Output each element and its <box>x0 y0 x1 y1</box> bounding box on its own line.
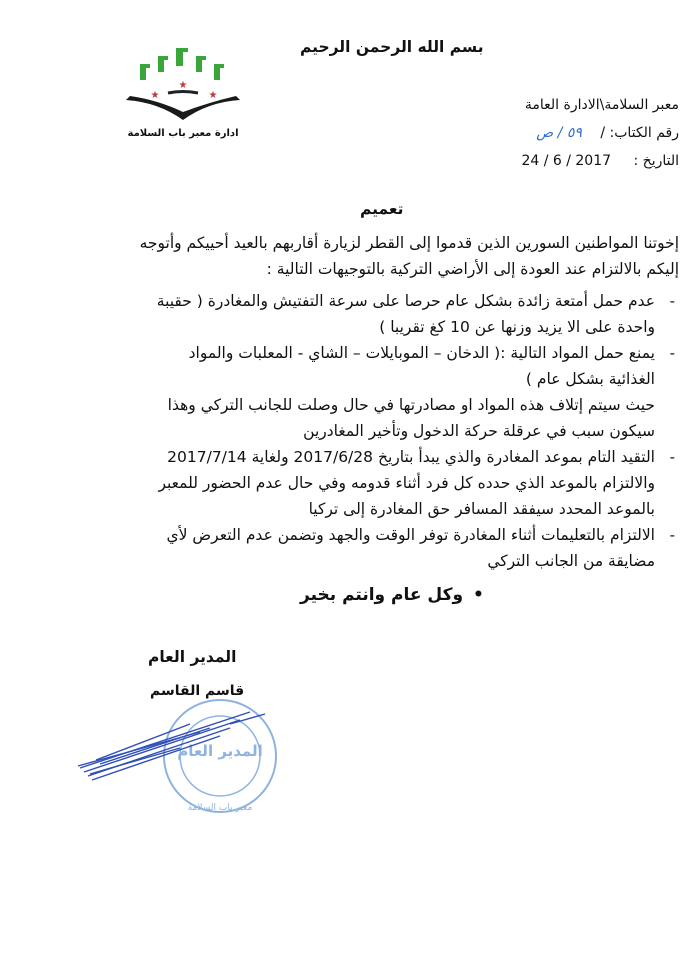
closing-greeting <box>300 584 484 606</box>
closing-text: وكل عام وانتم بخير <box>300 585 464 605</box>
document-date <box>521 150 679 172</box>
bullet-line: والالتزام بالموعد الذي حدده كل فرد أثناء قدومه وفي حال عدم الحضور للمعبر <box>158 474 655 492</box>
bullet-line: حيث سيتم إتلاف هذه المواد او مصادرتها في حال وصلت للجانب التركي وهذا <box>167 396 655 414</box>
intro-line: إليكم بالالتزام عند العودة إلى الأراضي التركية بالتوجيهات التالية : <box>266 260 679 278</box>
date-value: 24 / 6 / 2017 <box>521 153 612 169</box>
reference-label: رقم الكتاب: / <box>600 125 679 141</box>
bullet-line: بالموعد المحدد سيفقد المسافر حق المغادرة إلى تركيا <box>308 500 655 518</box>
svg-text:★: ★ <box>208 90 218 101</box>
svg-text:★: ★ <box>150 90 160 101</box>
bullet-dash: - <box>669 292 675 310</box>
signatory-name: قاسم القاسم <box>150 683 245 699</box>
bullet-line: عدم حمل أمتعة زائدة بشكل عام حرصا على سرعة التفتيش والمغادرة ( حقيبة <box>156 292 655 310</box>
organization-line: معبر السلامة\الادارة العامة <box>524 97 679 113</box>
bullet-line: سيكون سبب في عرقلة حركة الدخول وتأخير المغادرين <box>303 422 655 440</box>
bullet-line: مضايقة من الجانب التركي <box>487 552 655 570</box>
organization-logo <box>118 40 248 140</box>
intro-line: إخوتنا المواطنين السورين الذين قدموا إلى القطر لزيارة أقاربهم بالعيد أحييكم وأتوجه <box>139 234 679 252</box>
closing-bullet: • <box>473 585 484 605</box>
document-title: تعميم <box>360 200 404 218</box>
bullet-dash: - <box>669 448 675 466</box>
stamp-ring-text: معبر باب السلامة <box>187 803 253 813</box>
bullet-dash: - <box>669 344 675 362</box>
bullet-line: الالتزام بالتعليمات أثناء المغادرة توفر الوقت والجهد وتضمن عدم التعرض لأي <box>166 526 655 544</box>
logo-text: ادارة معبر باب السلامة <box>127 128 239 139</box>
bullet-line: الغذائية بشكل عام ) <box>525 370 655 388</box>
bullet-line: يمنع حمل المواد التالية :( الدخان – الموبايلات – الشاي - المعلبات والمواد <box>188 344 655 362</box>
svg-text:★: ★ <box>178 80 188 91</box>
official-stamp-and-signature <box>70 690 290 820</box>
bullet-line: واحدة على الا يزيد وزنها عن 10 كغ تقريبا ) <box>379 318 655 336</box>
bullet-line: التقيد التام بموعد المغادرة والذي يبدأ بتاريخ 2017/6/28 ولغاية 2017/7/14 <box>167 448 655 466</box>
reference-value: ٥٩ / ص <box>536 125 582 141</box>
date-label: التاريخ : <box>633 153 679 169</box>
signatory-title: المدير العام <box>148 648 237 666</box>
basmala: بسم الله الرحمن الرحيم <box>300 38 484 56</box>
stamp-text: المدير العام <box>177 742 263 760</box>
reference-number <box>536 122 679 144</box>
bullet-dash: - <box>669 526 675 544</box>
